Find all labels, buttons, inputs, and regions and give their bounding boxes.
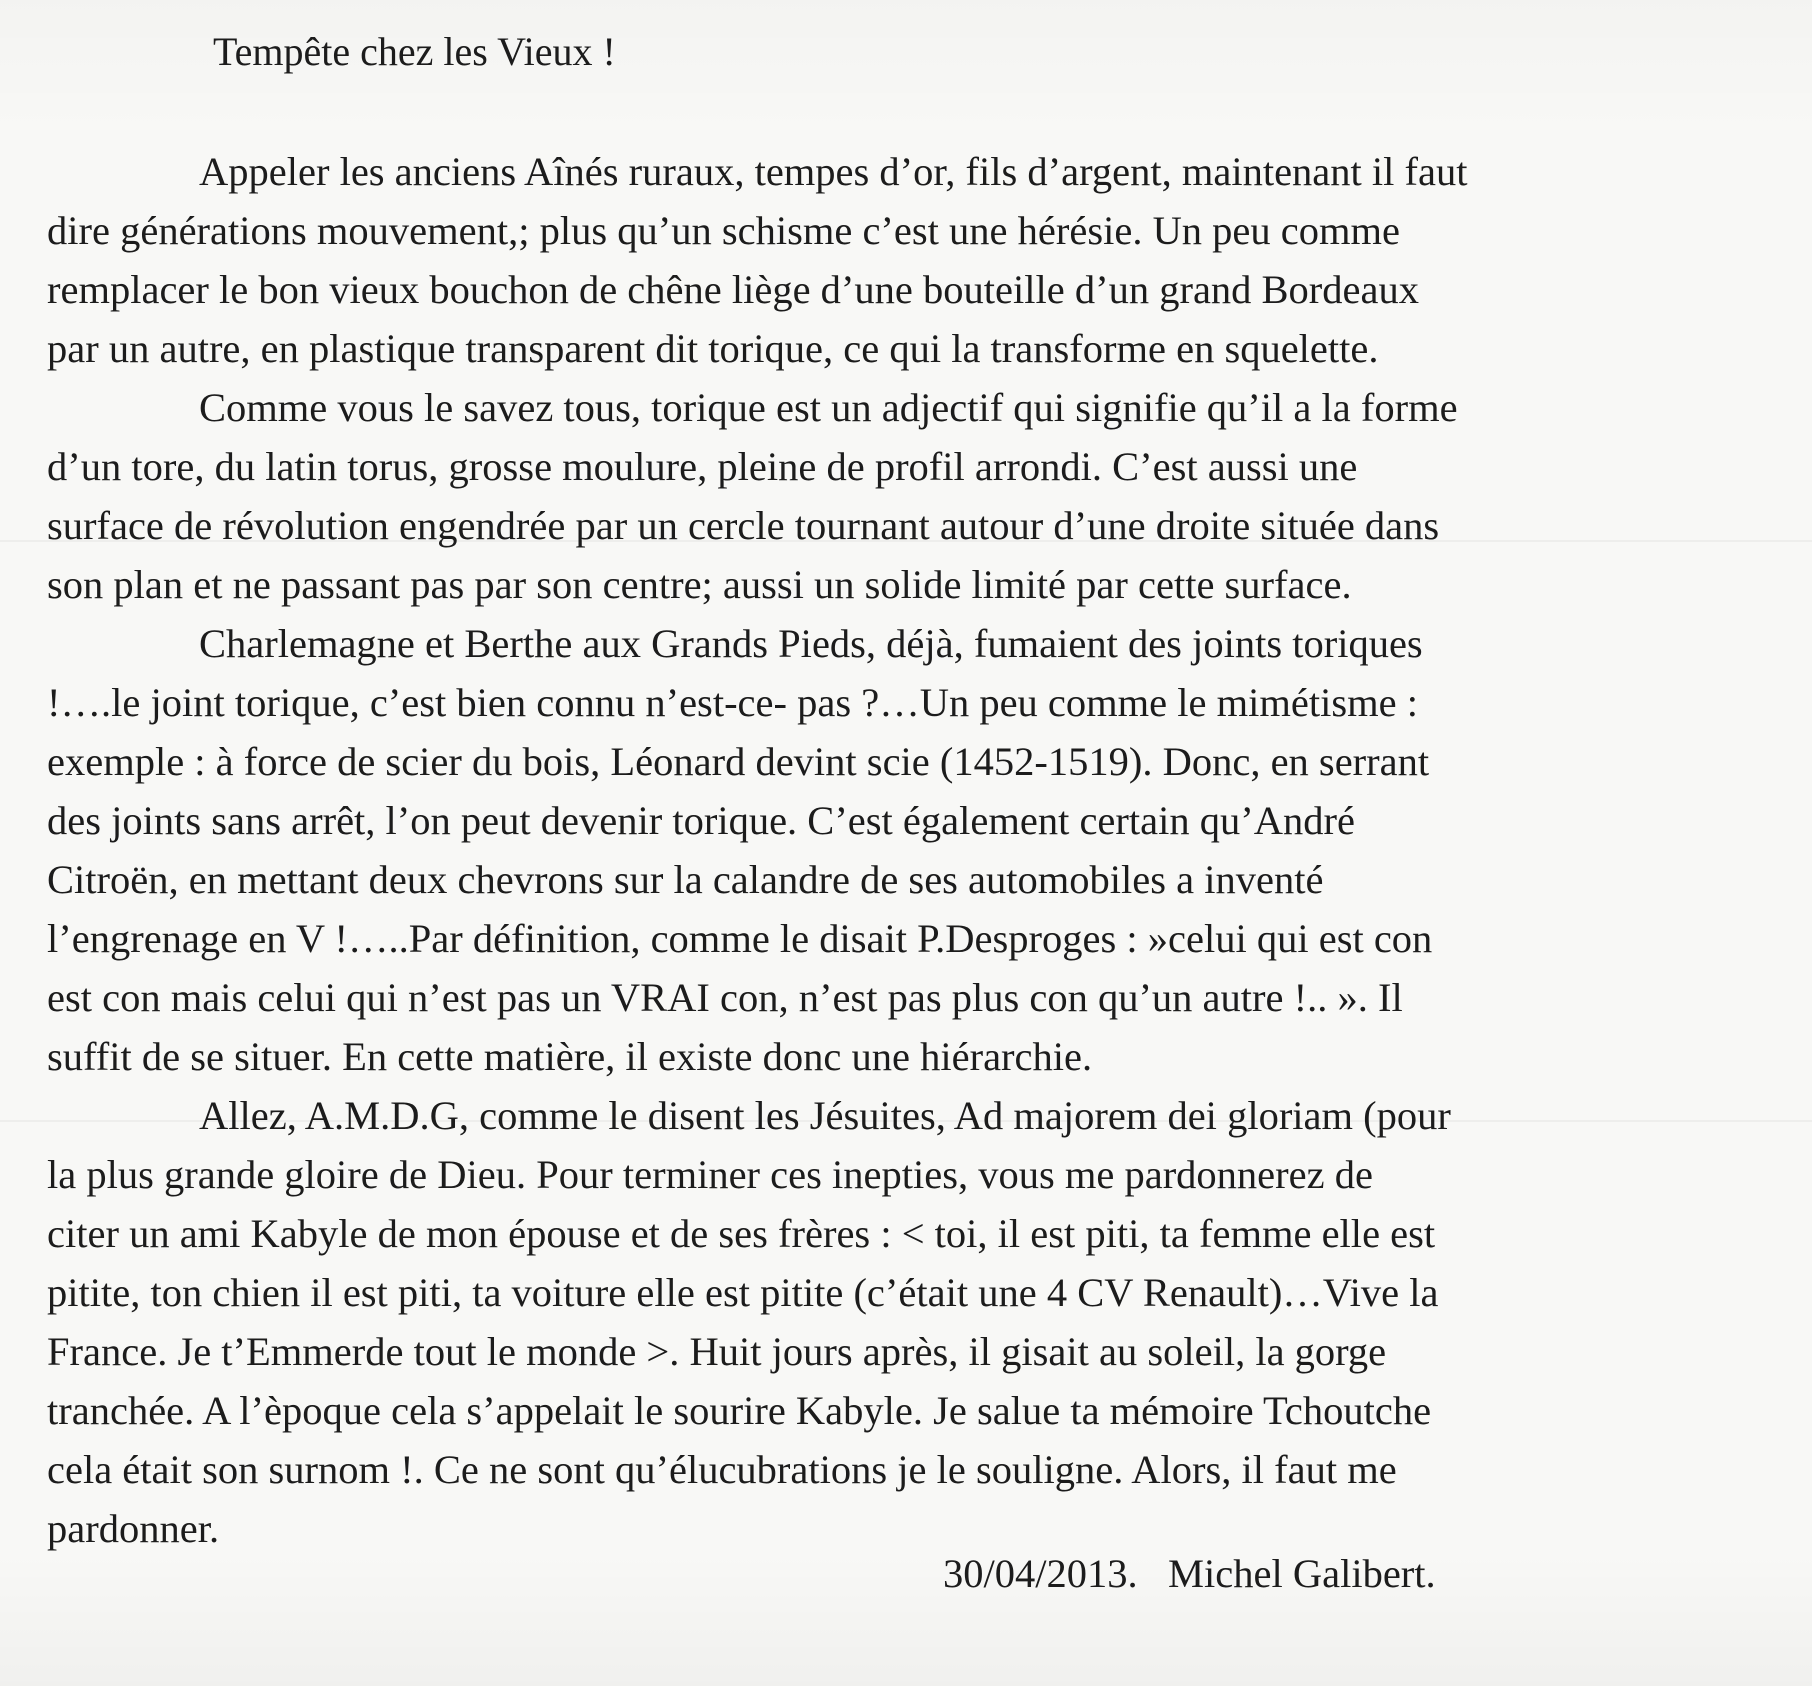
text-line: la plus grande gloire de Dieu. Pour terminer ces inepties, vous me pardonnerez de: [47, 1152, 1373, 1197]
text-line: Appeler les anciens Aînés ruraux, tempes d’or, fils d’argent, maintenant il faut: [199, 149, 1468, 194]
text-line: l’engrenage en V !…..Par définition, comme le disait P.Desproges : »celui qui est con: [47, 916, 1433, 961]
text-line: France. Je t’Emmerde tout le monde >. Huit jours après, il gisait au soleil, la gorge: [47, 1329, 1387, 1374]
text-line: son plan et ne passant pas par son centre; aussi un solide limité par cette surface.: [47, 562, 1352, 607]
text-line: des joints sans arrêt, l’on peut devenir torique. C’est également certain qu’André: [47, 798, 1355, 843]
text-line: exemple : à force de scier du bois, Léonard devint scie (1452-1519). Donc, en serrant: [47, 739, 1430, 784]
text-line: est con mais celui qui n’est pas un VRAI con, n’est pas plus con qu’un autre !.. ». Il: [47, 975, 1403, 1020]
text-line: d’un tore, du latin torus, grosse moulure, pleine de profil arrondi. C’est aussi une: [47, 444, 1358, 489]
document-title: Tempête chez les Vieux !: [213, 29, 616, 74]
text-line: surface de révolution engendrée par un cercle tournant autour d’une droite située dans: [47, 503, 1440, 548]
text-line: !….le joint torique, c’est bien connu n’est-ce- pas ?…Un peu comme le mimétisme :: [47, 680, 1418, 725]
text-line: dire générations mouvement,; plus qu’un schisme c’est une hérésie. Un peu comme: [47, 208, 1400, 253]
text-line: Allez, A.M.D.G, comme le disent les Jésuites, Ad majorem dei gloriam (pour: [199, 1093, 1451, 1138]
text-line: remplacer le bon vieux bouchon de chêne liège d’une bouteille d’un grand Bordeaux: [47, 267, 1419, 312]
text-line: pardonner.: [47, 1506, 220, 1551]
text-line: Citroën, en mettant deux chevrons sur la calandre de ses automobiles a inventé: [47, 857, 1324, 902]
text-line: Comme vous le savez tous, torique est un adjectif qui signifie qu’il a la forme: [199, 385, 1458, 430]
document-body: [47, 142, 1789, 1558]
text-line: suffit de se situer. En cette matière, il existe donc une hiérarchie.: [47, 1034, 1093, 1079]
text-line: tranchée. A l’èpoque cela s’appelait le sourire Kabyle. Je salue ta mémoire Tchoutche: [47, 1388, 1432, 1433]
text-line: pitite, ton chien il est piti, ta voiture elle est pitite (c’était une 4 CV Renault)…Vive la: [47, 1270, 1439, 1315]
date-signature: 30/04/2013. Michel Galibert.: [943, 1551, 1436, 1596]
text-line: par un autre, en plastique transparent dit torique, ce qui la transforme en squelette.: [47, 326, 1379, 371]
text-line: cela était son surnom !. Ce ne sont qu’élucubrations je le souligne. Alors, il faut me: [47, 1447, 1397, 1492]
text-line: Charlemagne et Berthe aux Grands Pieds, déjà, fumaient des joints toriques: [199, 621, 1423, 666]
text-line: citer un ami Kabyle de mon épouse et de ses frères : < toi, il est piti, ta femme elle est: [47, 1211, 1436, 1256]
